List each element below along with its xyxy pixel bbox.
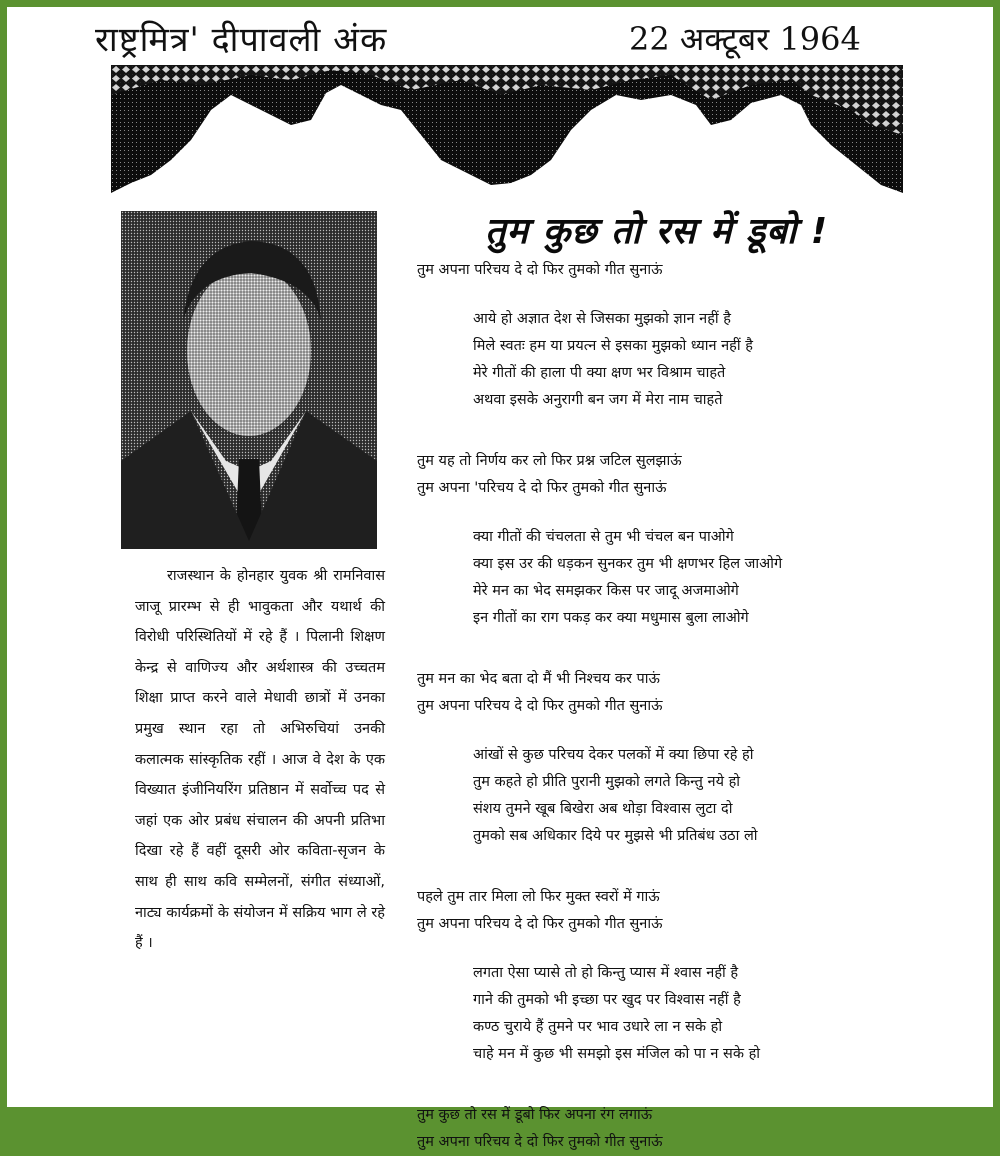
poem-verse [417, 524, 897, 632]
poem-refrain [417, 1102, 897, 1156]
poet-portrait [121, 211, 377, 549]
poem-refrain [417, 257, 897, 284]
stanza-spacer [417, 938, 897, 960]
stanza-spacer [417, 720, 897, 742]
poem-verse [417, 306, 897, 414]
poem-line: लगता ऐसा प्यासे तो हो किन्तु प्यास में श्वास नहीं है [473, 965, 739, 981]
poem-line: आंखों से कुछ परिचय देकर पलकों में क्या छिपा रहे हो [473, 747, 754, 763]
poem-line: चाहे मन में कुछ भी समझो इस मंजिल को पा न सके हो [473, 1046, 761, 1062]
poet-biography [135, 561, 385, 959]
masthead [7, 7, 993, 65]
poem-line: तुम अपना परिचय दे दो फिर तुमको गीत सुनाऊं [417, 916, 663, 932]
biography-text: राजस्थान के होनहार युवक श्री रामनिवास जाजू प्रारम्भ से ही भावुकता और यथार्थ की विरोधी परिस्थितियों में रहे हैं । पिलानी शिक्षण केन्द्र से वाणिज्य और अर्थशास्त्र की उच्चतम शिक्षा प्राप्त करने वाले मेधावी छात्रों में उनका प्रमुख स्थान रहा तो अभिरुचियां उनकी कलात्मक सांस्कृतिक रहीं । आज वे देश के एक विख्यात इंजीनियरिंग प्रतिष्ठान में सर्वोच्च पद से जहां एक ओर प्रबंध संचालन की अपनी प्रतिभा दिखा रहे हैं वहीं दूसरी ओर कविता-सृजन के साथ ही साथ कवि सम्मेलनों, संगीत संध्याओं, नाट्य कार्यक्रमों के संयोजन में सक्रिय भाग ले रहे हैं । [135, 568, 385, 952]
poem-refrain [417, 884, 897, 938]
poem-line: तुम कहते हो प्रीति पुरानी मुझको लगते किन्तु नये हो [473, 774, 741, 790]
issue-date: 22 अक्टूबर 1964 [629, 20, 861, 58]
poem-line: मिले स्वतः हम या प्रयत्न से इसका मुझको ध्यान नहीं है [473, 338, 753, 354]
poem-line: तुम कुछ तो रस में डूबो फिर अपना रंग लगाऊं [417, 1107, 653, 1123]
poem-line: तुम यह तो निर्णय कर लो फिर प्रश्न जटिल सुलझाऊं [417, 453, 682, 469]
publication-name: राष्ट्रमित्र' दीपावली अंक [95, 20, 388, 60]
poem-line: क्या गीतों की चंचलता से तुम भी चंचल बन पाओगे [473, 529, 734, 545]
poem-verse [417, 960, 897, 1068]
poem-title: तुम कुछ तो रस में डूबो ! [485, 211, 829, 252]
poem-line: संशय तुमने खूब बिखेरा अब थोड़ा विश्वास लुटा दो [473, 801, 733, 817]
poem-line: तुम अपना परिचय दे दो फिर तुमको गीत सुनाऊं [417, 262, 663, 278]
poem-line: अथवा इसके अनुरागी बन जग में मेरा नाम चाहते [473, 392, 723, 408]
poem-line: तुम अपना परिचय दे दो फिर तुमको गीत सुनाऊं [417, 698, 663, 714]
stanza-spacer [417, 632, 897, 666]
poem-line: गाने की तुमको भी इच्छा पर खुद पर विश्वास नहीं है [473, 992, 741, 1008]
newspaper-page [7, 7, 993, 1150]
poem-line: तुम मन का भेद बता दो मैं भी निश्चय कर पाऊं [417, 671, 660, 687]
poem-line: तुम अपना परिचय दे दो फिर तुमको गीत सुनाऊं [417, 1134, 663, 1150]
poem-line: इन गीतों का राग पकड़ कर क्या मधुमास बुला लाओगे [473, 610, 749, 626]
poem-verse [417, 742, 897, 850]
poem-line: पहले तुम तार मिला लो फिर मुक्त स्वरों में गाऊं [417, 889, 660, 905]
poem-line: कण्ठ चुराये हैं तुमने पर भाव उधारे ला न सके हो [473, 1019, 723, 1035]
lace-border-illustration [111, 65, 903, 201]
poem-refrain [417, 666, 897, 720]
poem-body [417, 257, 897, 1156]
poem-line: मेरे मन का भेद समझकर किस पर जादू अजमाओगे [473, 583, 739, 599]
poem-line: आये हो अज्ञात देश से जिसका मुझको ज्ञान नहीं है [473, 311, 731, 327]
stanza-spacer [417, 1068, 897, 1102]
poem-refrain [417, 448, 897, 502]
stanza-spacer [417, 284, 897, 306]
poem-line: तुम अपना 'परिचय दे दो फिर तुमको गीत सुनाऊं [417, 480, 667, 496]
poem-line: मेरे गीतों की हाला पी क्या क्षण भर विश्राम चाहते [473, 365, 726, 381]
poem-line: तुमको सब अधिकार दिये पर मुझसे भी प्रतिबंध उठा लो [473, 828, 758, 844]
poem-line: क्या इस उर की धड़कन सुनकर तुम भी क्षणभर हिल जाओगे [473, 556, 783, 572]
stanza-spacer [417, 414, 897, 448]
portrait-face [187, 266, 311, 436]
stanza-spacer [417, 502, 897, 524]
stanza-spacer [417, 850, 897, 884]
